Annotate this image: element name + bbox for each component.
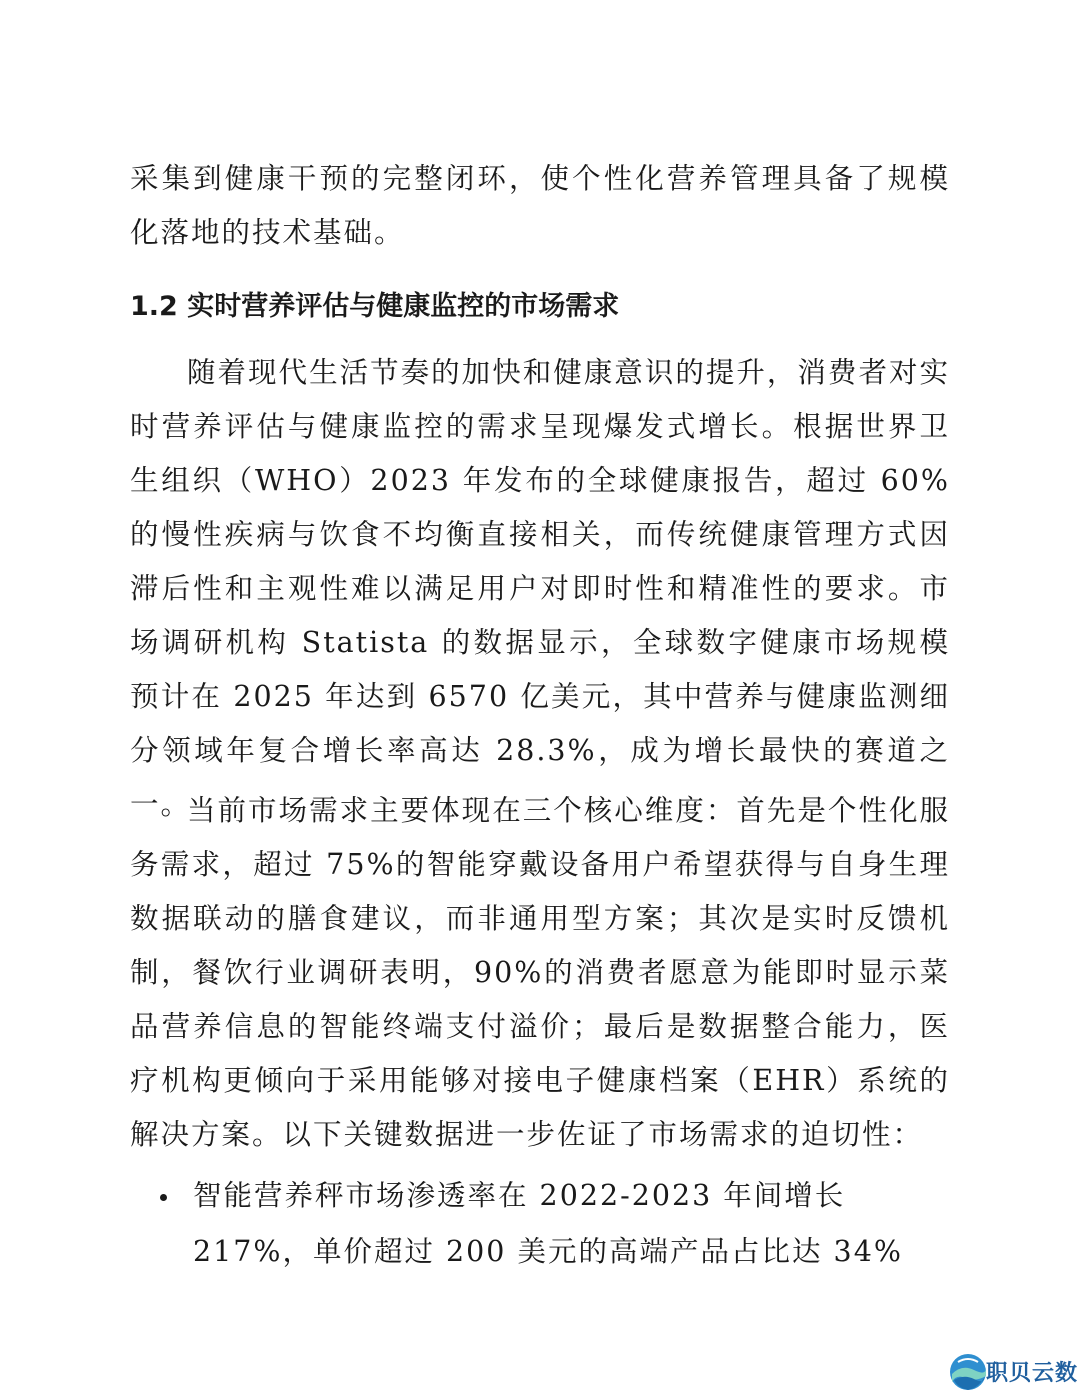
watermark-logo (948, 1352, 1080, 1394)
demand-dimensions-paragraph: 当前市场需求主要体现在三个核心维度：首先是个性化服务需求，超过 75%的智能穿戴设备用户希望获得与自身生理数据联动的膳食建议，而非通用型方案；其次是实时反馈机制，餐饮行业调研表明，90%的消费者愿意为能即时显示菜品营养信息的智能终端支付溢价；最后是数据整合能力，医疗机构更倾向于采用能够对接电子健康档案（EHR）系统的解决方案。以下关键数据进一步佐证了市场需求的迫切性： (130, 794, 950, 1151)
list-item-text: 智能营养秤市场渗透率在 2022-2023 年间增长 217%，单价超过 200 美元的高端产品占比达 34% (193, 1179, 903, 1268)
watermark-text: 职贝云数 (986, 1361, 1079, 1386)
bullet-icon (160, 1194, 167, 1201)
intro-paragraph-tail: 采集到健康干预的完整闭环，使个性化营养管理具备了规模化落地的技术基础。 (130, 162, 950, 249)
globe-logo-icon (948, 1352, 988, 1392)
market-demand-paragraph: 随着现代生活节奏的加快和健康意识的提升，消费者对实时营养评估与健康监控的需求呈现爆发式增长。根据世界卫生组织（WHO）2023 年发布的全球健康报告，超过 60%的慢性疾病与饮食不均衡直接相关，而传统健康管理方式因滞后性和主观性难以满足用户对即时性和精准性的要求。市场调研机构 Statista 的数据显示，全球数字健康市场规模预计在 2025 年达到 6570 亿美元，其中营养与健康监测细分领域年复合增长率高达 28.3%，成为增长最快的赛道之一。 (130, 356, 950, 821)
section-heading: 1.2 实时营养评估与健康监控的市场需求 (130, 291, 620, 322)
